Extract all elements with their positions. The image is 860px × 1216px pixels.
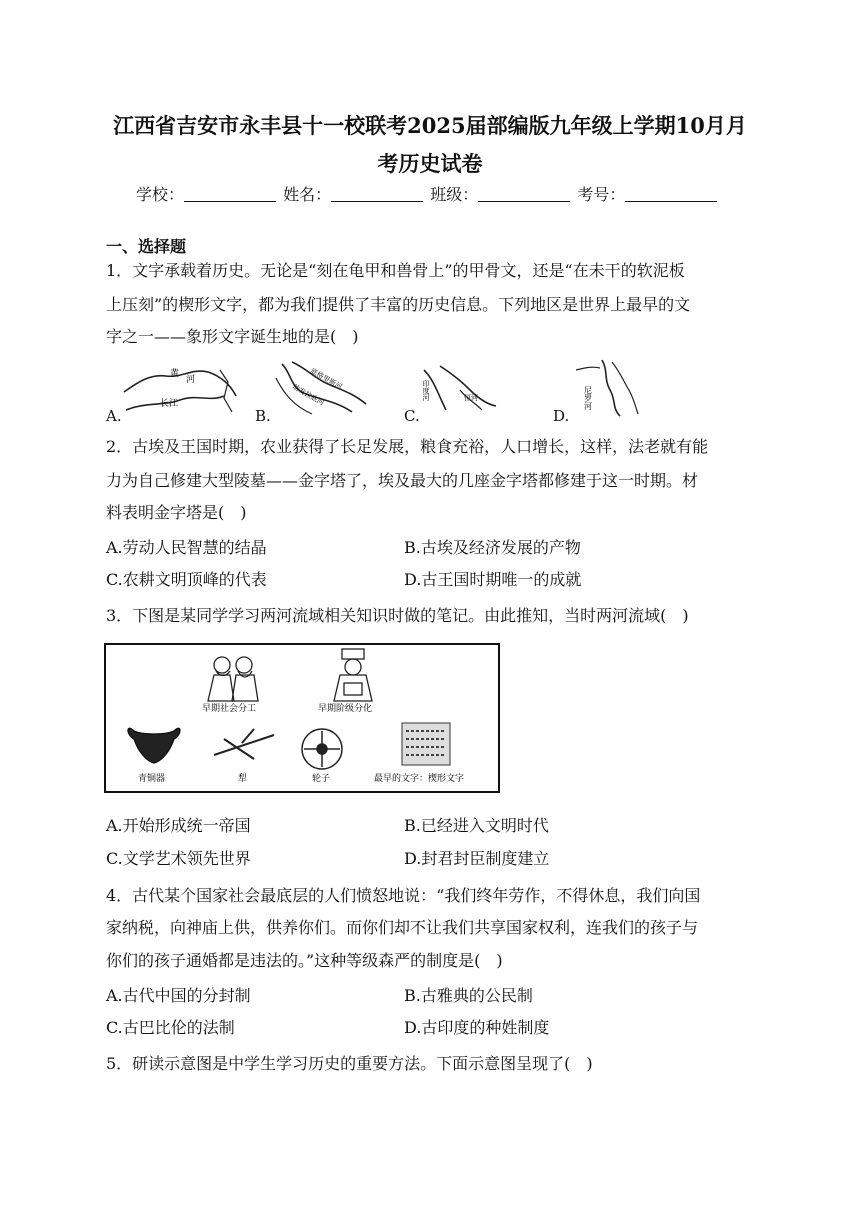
note-label-5: 轮子 [312, 774, 331, 784]
school-label: 学校： [136, 185, 185, 204]
note-label-3: 青铜器 [138, 774, 166, 784]
wheel-image [302, 729, 342, 769]
map-a-label-2: 河 [186, 375, 196, 385]
q2-line2: 力为自己修建大型陵墓——金字塔了，埃及最大的几座金字塔都修建于这一时期。材 [106, 471, 699, 490]
q2-line3: 料表明金字塔是( ) [106, 503, 247, 522]
note-label-4: 犁 [238, 774, 248, 784]
q1-option-c[interactable]: C. [404, 407, 420, 425]
q1-line2: 上压刻”的楔形文字，都为我们提供了丰富的历史信息。下列地区是世界上最早的文 [106, 295, 691, 314]
class-label: 班级： [430, 185, 479, 204]
q3-option-a[interactable]: A.开始形成统一帝国 [106, 816, 251, 835]
map-c-label-2: 恒河 [464, 394, 478, 402]
class-blank[interactable] [478, 185, 570, 202]
note-label-2: 早期阶级分化 [318, 704, 373, 714]
q4-option-b[interactable]: B.古雅典的公民制 [404, 986, 533, 1005]
q4-option-c[interactable]: C.古巴比伦的法制 [106, 1018, 235, 1037]
map-d-label: 尼罗河 [583, 386, 593, 410]
map-b-image [272, 358, 372, 418]
q1-option-b[interactable]: B. [255, 407, 271, 425]
q4-line3: 你们的孩子通婚都是违法的。”这种等级森严的制度是( ) [106, 951, 503, 970]
student-info-row [136, 182, 719, 205]
exam-title-line2: 考历史试卷 [377, 151, 483, 176]
exam-title-line1: 江西省吉安市永丰县十一校联考2025届部编版九年级上学期10月月 [113, 113, 747, 138]
name-label: 姓名： [283, 185, 332, 204]
q2-option-b[interactable]: B.古埃及经济发展的产物 [404, 538, 581, 557]
exam-no-label: 考号： [577, 185, 626, 204]
q3-option-c[interactable]: C.文学艺术领先世界 [106, 849, 251, 868]
map-c-image [420, 360, 500, 416]
q2-option-a[interactable]: A.劳动人民智慧的结晶 [106, 538, 267, 557]
map-a-label-3: 长江 [160, 399, 179, 409]
q2-line1: 2．古埃及王国时期，农业获得了长足发展，粮食充裕，人口增长，这样，法老就有能 [106, 437, 709, 456]
name-blank[interactable] [331, 185, 423, 202]
map-c-label-1: 印度河 [422, 380, 430, 401]
note-label-1: 早期社会分工 [202, 704, 257, 714]
q1-line1: 1．文字承载着历史。无论是“刻在龟甲和兽骨上”的甲骨文，还是“在未干的软泥板 [106, 261, 685, 280]
school-blank[interactable] [184, 185, 276, 202]
q1-option-d[interactable]: D. [553, 407, 570, 425]
section-title: 一、选择题 [106, 237, 187, 256]
study-notes-figure [104, 643, 500, 793]
exam-no-blank[interactable] [625, 185, 717, 202]
q4-line2: 家纳税，向神庙上供，供养你们。而你们却不让我们共享国家权利，连我们的孩子与 [106, 918, 699, 937]
map-b-label-1: 底格里斯河 [309, 366, 344, 392]
map-a-image [120, 362, 240, 418]
q3-option-b[interactable]: B.已经进入文明时代 [404, 816, 549, 835]
map-a-label-1: 黄 [170, 369, 180, 379]
q2-option-d[interactable]: D.古王国时期唯一的成就 [404, 570, 582, 589]
q4-option-a[interactable]: A.古代中国的分封制 [106, 986, 251, 1005]
q3-line1: 3．下图是某同学学习两河流域相关知识时做的笔记。由此推知，当时两河流域( ) [106, 606, 689, 625]
map-b-label-2: 幼发拉底河 [291, 382, 326, 408]
q1-option-a[interactable]: A. [106, 407, 122, 425]
q4-option-d[interactable]: D.古印度的种姓制度 [404, 1018, 550, 1037]
q2-option-c[interactable]: C.农耕文明顶峰的代表 [106, 570, 267, 589]
q5-line1: 5．研读示意图是中学生学习历史的重要方法。下面示意图呈现了( ) [106, 1054, 593, 1073]
cuneiform-tablet-image [402, 723, 450, 765]
q3-option-d[interactable]: D.封君封臣制度建立 [404, 849, 550, 868]
q1-line3: 字之一——象形文字诞生地的是( ) [106, 327, 359, 346]
map-d-image [572, 358, 642, 418]
note-label-6: 最早的文字：楔形文字 [374, 774, 465, 784]
q4-line1: 4．古代某个国家社会最底层的人们愤怒地说：“我们终年劳作，不得休息，我们向国 [106, 886, 701, 905]
